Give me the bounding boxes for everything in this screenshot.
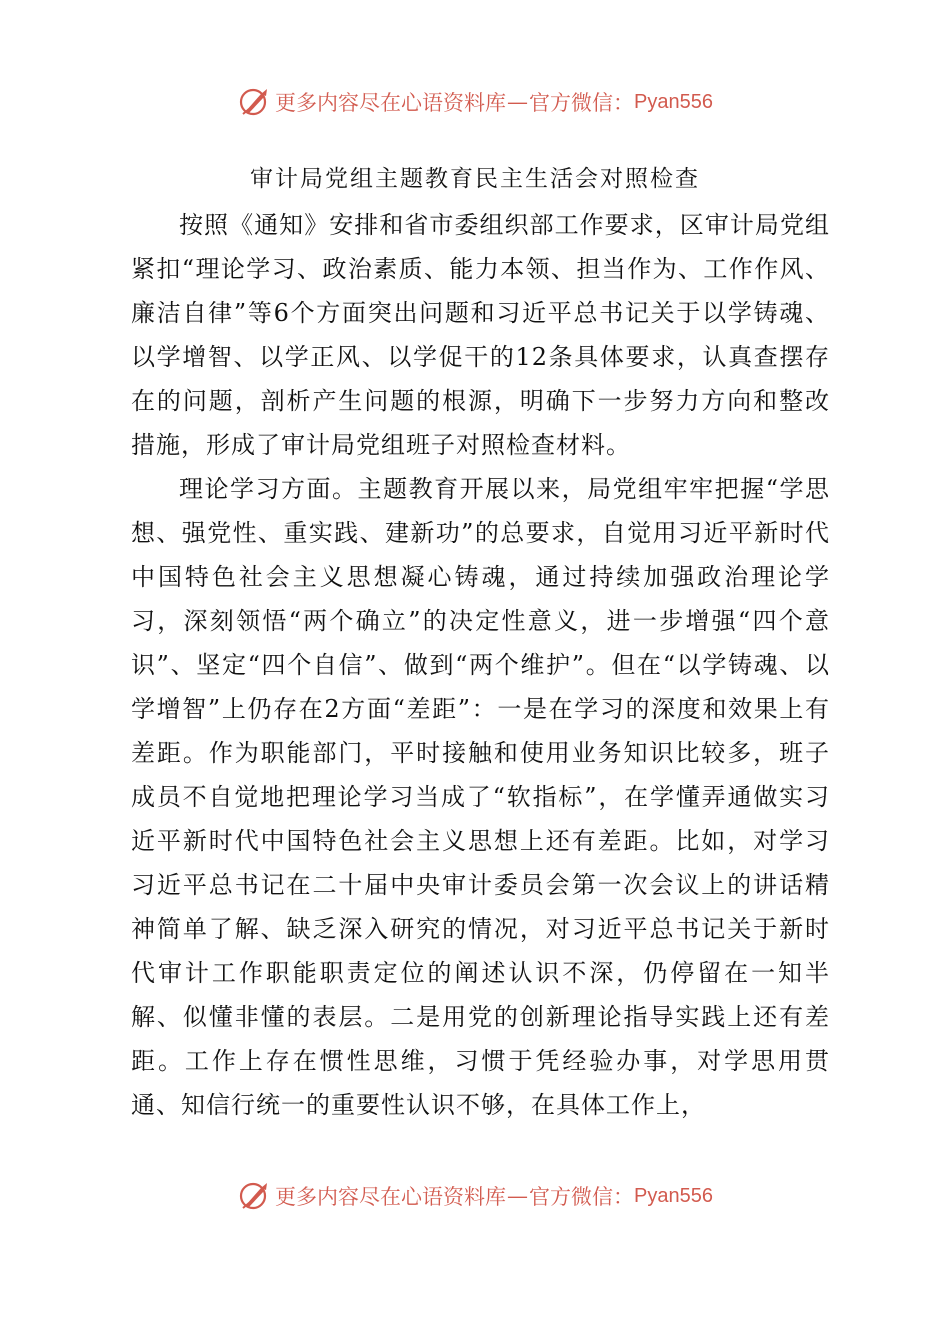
banner-brand-text: 更多内容尽在心语资料库 bbox=[275, 91, 507, 115]
banner-wechat-label: 官方微信： bbox=[529, 91, 635, 115]
document-title: 审计局党组主题教育民主生活会对照检查 bbox=[250, 166, 700, 192]
document-body bbox=[131, 203, 830, 1127]
footer-banner bbox=[0, 1174, 950, 1218]
paragraph-theory-study: 理论学习方面。主题教育开展以来，局党组牢牢把握“学思想、强党性、重实践、建新功”的总要求，自觉用习近平新时代中国特色社会主义思想凝心铸魂，通过持续加强政治理论学习，深刻领悟“两个确立”的决定性意义，进一步增强“四个意识”、坚定“四个自信”、做到“两个维护”。但在“以学铸魂、以学增智”上仍存在2方面“差距”：一是在学习的深度和效果上有差距。作为职能部门，平时接触和使用业务知识比较多，班子成员不自觉地把理论学习当成了“软指标”，在学懂弄通做实习近平新时代中国特色社会主义思想上还有差距。比如，对学习习近平总书记在二十届中央审计委员会第一次会议上的讲话精神简单了解、缺乏深入研究的情况，对习近平总书记关于新时代审计工作职能职责定位的阐述认识不深，仍停留在一知半解、似懂非懂的表层。二是用党的创新理论指导实践上还有差距。工作上存在惯性思维，习惯于凭经验办事，对学思用贯通、知信行统一的重要性认识不够，在具体工作上， bbox=[131, 475, 830, 1119]
banner-wechat-label: 官方微信： bbox=[529, 1185, 635, 1209]
banner-separator: — bbox=[507, 90, 529, 114]
banner-wechat-id: Pyan556 bbox=[634, 1184, 713, 1207]
paragraph-intro: 按照《通知》安排和省市委组织部工作要求，区审计局党组紧扣“理论学习、政治素质、能力本领、担当作为、工作作风、廉洁自律”等6个方面突出问题和习近平总书记关于以学铸魂、以学增智、以学正风、以学促干的12条具体要求，认真查摆存在的问题，剖析产生问题的根源，明确下一步努力方向和整改措施，形成了审计局党组班子对照检查材料。 bbox=[131, 211, 830, 459]
header-banner bbox=[0, 80, 950, 124]
banner-separator: — bbox=[507, 1184, 529, 1208]
quill-pen-logo-icon bbox=[237, 1179, 271, 1213]
banner-brand-text: 更多内容尽在心语资料库 bbox=[275, 1185, 507, 1209]
quill-pen-logo-icon bbox=[237, 85, 271, 119]
banner-wechat-id: Pyan556 bbox=[634, 90, 713, 113]
